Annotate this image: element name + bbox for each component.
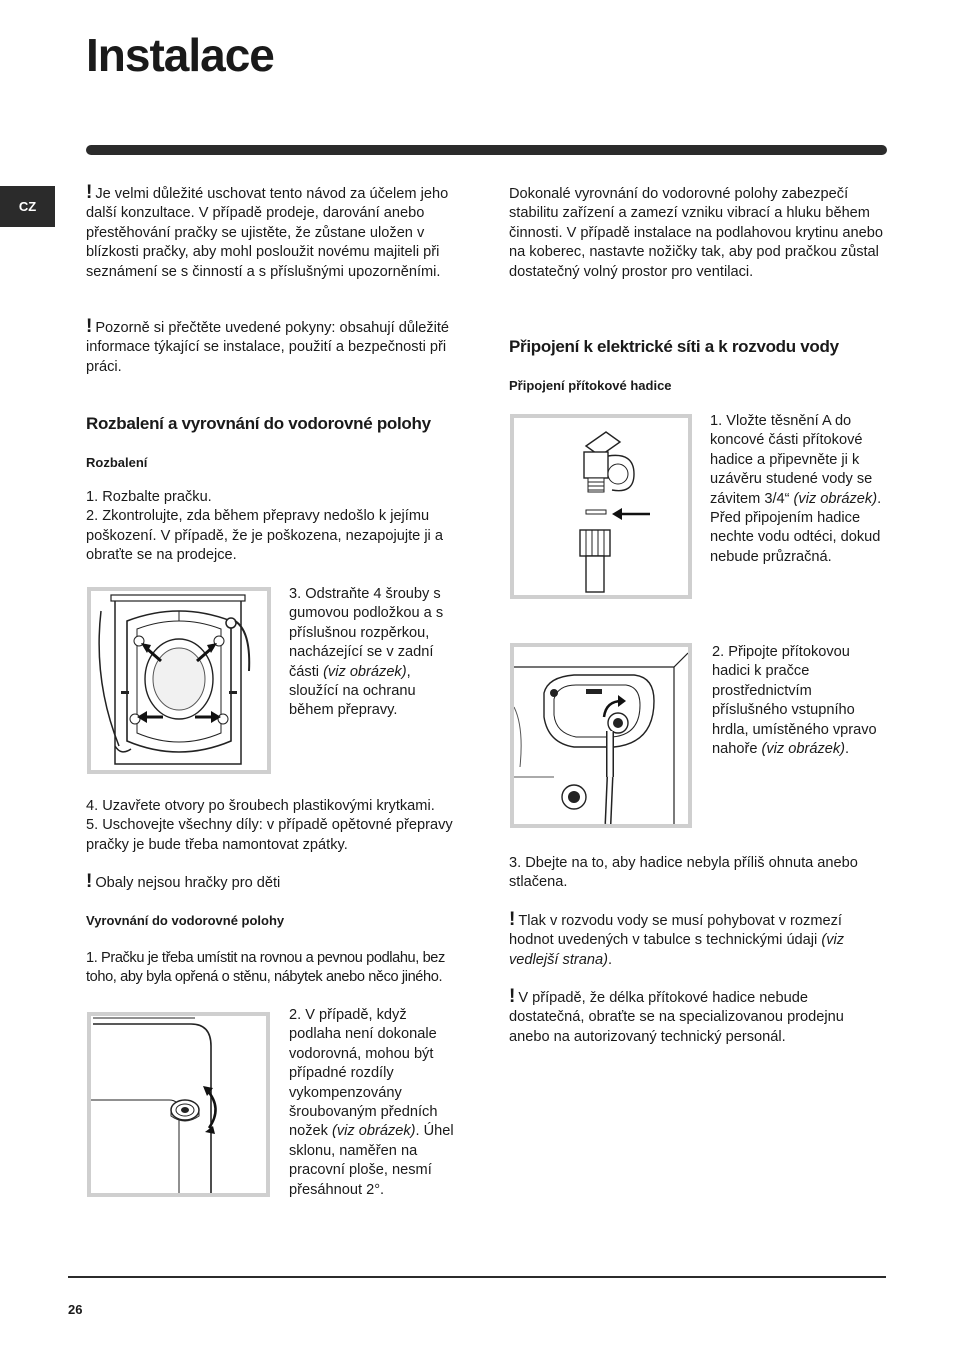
hose-tap-figure (510, 414, 692, 599)
subtitle-inlet-hose: Připojení přítokové hadice (509, 378, 672, 393)
section-title-connection: Připojení k elektrické síti a k rozvodu vody (509, 337, 839, 356)
warning-icon: ! (86, 871, 93, 892)
note-keep-manual: ! Je velmi důležité uschovat tento návod za účelem jeho další konzultace. V případě prodeje, darování anebo přestěhování pračky se ujistěte, že zůstane uložen v blízkosti pračky, aby mohl posloužit novému majiteli při seznámení se s činností a s příslušnými upozorněními. (86, 182, 449, 280)
hose-step3: 3. Dbejte na to, aby hadice nebyla příliš ohnuta anebo stlačena. (509, 855, 858, 891)
hose-inlet-illustration (514, 647, 688, 824)
rear-bolts-illustration (91, 591, 267, 770)
warning-icon: ! (509, 986, 516, 1007)
subtitle-unpacking: Rozbalení (86, 455, 148, 470)
page-title: Instalace (86, 29, 274, 81)
hose-inlet-figure (510, 643, 692, 828)
hose-step1: 1. Vložte těsnění A do koncové části přítokové hadice a připevněte ji k uzávěru studené vody se závitem 3/4“ (viz obrázek). Před připojením hadice nechte vodu odtéci, dokud nebude průzračná. (710, 413, 882, 565)
leveling-step2: 2. V případě, když podlaha není dokonale vodorovná, mohou být případné rozdíly vykompenzovány šroubovaným předních nožek (viz obrázek). Úhel sklonu, naměřen na pracovní ploše, nesmí přesáhnout 2°. (289, 1007, 454, 1198)
note-packaging: ! Obaly nejsou hračky pro děti (86, 871, 281, 892)
footer-divider (68, 1276, 886, 1278)
title-divider (86, 145, 887, 155)
note-water-pressure: ! Tlak v rozvodu vody se musí pohybovat v rozmezí hodnot uvedených v tabulce s technickými údaji (viz vedlejší strana). (509, 909, 845, 968)
rear-bolts-figure (87, 587, 271, 774)
page-number: 26 (68, 1302, 83, 1317)
leveling-intro: Dokonalé vyrovnání do vodorovné polohy zabezpečí stabilitu zařízení a zamezí vzniku vibrací a hluku během činnosti. V případě instalace na podlahovou krytinu anebo na koberec, nastavte nožičky tak, aby pod pračkou zůstal dostatečný volný prostor pro ventilaci. (509, 186, 884, 280)
leveling-step1: 1. Pračku je třeba umístit na rovnou a pevnou podlahu, bez toho, aby byla opřená o stěnu, nábytek anebo něco jiného. (86, 950, 445, 986)
warning-icon: ! (86, 316, 93, 337)
warning-icon: ! (86, 182, 93, 203)
unpack-steps-4-5: 4. Uzavřete otvory po šroubech plastikovými krytkami. 5. Uschovejte všechny díly: v případě opětovné přepravy pračky je bude třeba namontovat zpátky. (86, 798, 453, 853)
leveling-foot-figure (87, 1012, 270, 1197)
subtitle-leveling: Vyrovnání do vodorovné polohy (86, 913, 285, 928)
unpack-steps: 1. Rozbalte pračku. 2. Zkontrolujte, zda během přepravy nedošlo k jejímu poškození. V případě, že je poškozena, nezapojujte ji a obraťte se na prodejce. (86, 489, 443, 564)
hose-step2: 2. Připojte přítokovou hadici k pračce prostřednictvím příslušného vstupního hrdla, umístěného vpravo nahoře (viz obrázek). (712, 644, 877, 758)
hose-tap-illustration (514, 418, 688, 595)
section-title-unpacking: Rozbalení a vyrovnání do vodorovné polohy (86, 414, 431, 433)
unpack-step3: 3. Odstraňte 4 šrouby s gumovou podložkou a s příslušnou rozpěrkou, nacházející se v zadní části (viz obrázek), sloužící na ochranu během přepravy. (289, 586, 444, 719)
leveling-foot-illustration (91, 1016, 266, 1193)
language-tab: CZ (0, 186, 55, 227)
note-hose-length: ! V případě, že délka přítokové hadice nebude dostatečná, obraťte se na specializovanou prodejnu anebo na autorizovaný technický personál. (509, 986, 844, 1045)
warning-icon: ! (509, 909, 516, 930)
note-read-instructions: ! Pozorně si přečtěte uvedené pokyny: obsahují důležité informace týkající se instalace, použití a bezpečnosti při práci. (86, 316, 450, 375)
